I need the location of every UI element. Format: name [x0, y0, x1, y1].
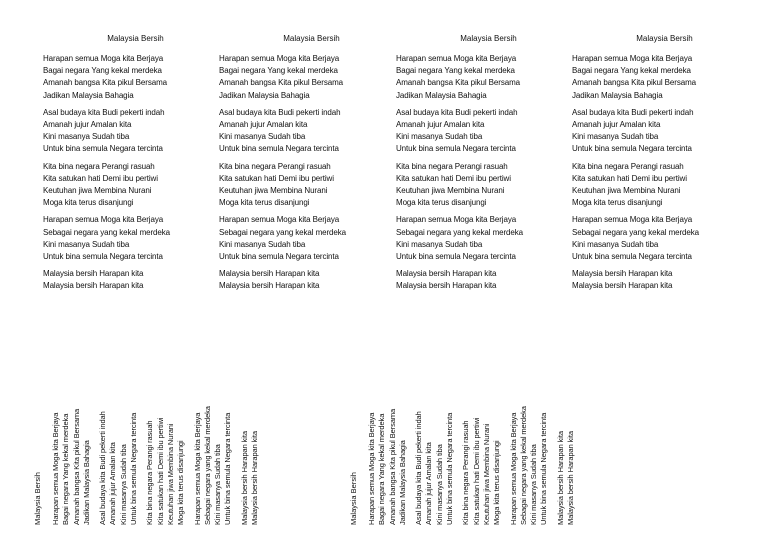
lyric-line: Keutuhan jiwa Membina Nurani	[165, 423, 175, 525]
lyric-line: Kini masanya Sudah tiba	[572, 239, 659, 249]
lyric-line: Keutuhan jiwa Membina Nurani	[572, 186, 681, 196]
lyric-line: Harapan semua Moga kita Berjaya	[43, 54, 164, 63]
lyric-line: Kita satukan hati Demi ibu pertiwi	[396, 173, 511, 183]
stanza	[396, 53, 581, 102]
lyric-line: Kini masanya Sudah tiba	[219, 132, 306, 142]
lyric-line: Amanah jujur Amalan kita	[396, 120, 485, 130]
stanza	[145, 360, 186, 525]
stanza	[219, 214, 404, 263]
stanza	[219, 107, 404, 156]
stanza	[219, 268, 404, 292]
lyric-line: Amanah jujur Amalan kita	[43, 120, 132, 130]
lyric-line: Kini masanya Sudah tiba	[118, 444, 128, 525]
lyric-line: Harapan semua Moga kita Berjaya	[508, 412, 518, 525]
lyric-line: Moga kita terus disanjungi	[219, 198, 310, 208]
stanza	[572, 268, 757, 292]
stanza	[572, 214, 757, 263]
lyrics-title: Malaysia Bersih	[283, 34, 340, 43]
lyric-line: Amanah jujur Amalan kita	[108, 442, 118, 525]
lyric-line: Sebagai negara yang kekal merdeka	[396, 227, 524, 237]
lyric-line: Malaysia bersih Harapan kita	[239, 431, 249, 525]
lyric-line: Malaysia bersih Harapan kita	[250, 431, 260, 525]
lyric-line: Amanah bangsa Kita pikul Bersama	[387, 408, 397, 525]
lyric-line: Untuk bina semula Negara tercinta	[223, 412, 233, 525]
stanza	[43, 214, 228, 263]
stanza	[43, 161, 228, 210]
lyric-line: Harapan semua Moga kita Berjaya	[51, 412, 60, 525]
lyric-line: Kini masanya Sudah tiba	[219, 239, 306, 249]
lyric-line: Harapan semua Moga kita Berjaya	[219, 54, 340, 63]
stanza	[193, 360, 234, 525]
lyric-line: Sebagai negara yang kekal merdeka	[202, 406, 212, 525]
stanza	[396, 214, 581, 263]
lyric-line: Kita satukan hati Demi ibu pertiwi	[471, 417, 481, 525]
lyric-line: Untuk bina semula Negara tercinta	[396, 252, 516, 262]
lyric-line: Jadikan Malaysia Bahagia	[43, 90, 134, 100]
lyric-line: Malaysia bersih Harapan kita	[219, 269, 320, 279]
lyric-line: Asal budaya kita Budi pekerti indah	[396, 107, 518, 117]
stanza	[396, 268, 581, 292]
lyric-line: Harapan semua Moga kita Berjaya	[572, 54, 693, 63]
stanza	[51, 360, 92, 525]
lyric-line: Kini masanya Sudah tiba	[396, 239, 483, 249]
lyric-line: Keutuhan jiwa Membina Nurani	[481, 423, 491, 525]
lyric-line: Kita bina negara Perangi rasuah	[43, 161, 155, 171]
lyrics-title: Malaysia Bersih	[349, 472, 358, 525]
lyric-line: Kini masanya Sudah tiba	[572, 132, 659, 142]
lyric-line: Amanah bangsa Kita pikul Bersama	[71, 408, 81, 525]
lyrics-column	[219, 34, 404, 298]
lyric-line: Amanah jujur Amalan kita	[219, 120, 308, 130]
lyric-line: Asal budaya kita Budi pekerti indah	[98, 411, 108, 525]
lyrics-column	[396, 34, 581, 298]
lyric-line: Harapan semua Moga kita Berjaya	[219, 215, 340, 225]
stanza	[396, 107, 581, 156]
lyric-line: Untuk bina semula Negara tercinta	[219, 144, 339, 154]
lyric-line: Kita bina negara Perangi rasuah	[461, 420, 471, 525]
lyric-line: Amanah bangsa Kita pikul Bersama	[396, 78, 520, 88]
lyrics-column-rotated	[349, 360, 629, 525]
lyric-line: Malaysia bersih Harapan kita	[572, 269, 673, 279]
lyric-line: Kini masanya Sudah tiba	[529, 444, 539, 525]
stanza	[43, 53, 228, 102]
lyric-line: Harapan semua Moga kita Berjaya	[396, 54, 517, 63]
lyric-line: Moga kita terus disanjungi	[176, 440, 186, 525]
lyric-line: Harapan semua Moga kita Berjaya	[192, 412, 202, 525]
lyric-line: Malaysia bersih Harapan kita	[219, 281, 320, 291]
lyric-line: Amanah bangsa Kita pikul Bersama	[219, 78, 343, 88]
lyric-line: Malaysia bersih Harapan kita	[396, 269, 497, 279]
lyric-line: Malaysia bersih Harapan kita	[396, 281, 497, 291]
lyric-line: Untuk bina semula Negara tercinta	[129, 412, 139, 525]
lyrics-title: Malaysia Bersih	[33, 472, 42, 525]
lyric-line: Bagai negara Yang kekal merdeka	[43, 66, 162, 76]
stanza	[556, 360, 577, 525]
lyric-line: Amanah bangsa Kita pikul Bersama	[572, 78, 696, 88]
lyric-line: Untuk bina semula Negara tercinta	[43, 252, 163, 262]
lyric-line: Jadikan Malaysia Bahagia	[219, 90, 310, 100]
lyric-line: Sebagai negara yang kekal merdeka	[518, 406, 528, 525]
stanza	[219, 53, 404, 102]
lyric-line: Kini masanya Sudah tiba	[213, 444, 223, 525]
lyric-line: Untuk bina semula Negara tercinta	[43, 144, 163, 154]
lyric-line: Bagai negara Yang kekal merdeka	[377, 413, 387, 525]
lyric-line: Kini masanya Sudah tiba	[43, 239, 130, 249]
lyric-line: Bagai negara Yang kekal merdeka	[396, 66, 515, 76]
lyric-line: Sebagai negara yang kekal merdeka	[219, 227, 347, 237]
lyrics-column	[43, 34, 228, 298]
stanza	[240, 360, 261, 525]
lyric-line: Kita bina negara Perangi rasuah	[145, 420, 155, 525]
stanza	[43, 268, 228, 292]
lyric-line: Kini masanya Sudah tiba	[434, 444, 444, 525]
stanza	[414, 360, 455, 525]
lyrics-title: Malaysia Bersih	[460, 34, 517, 43]
lyric-line: Kini masanya Sudah tiba	[43, 132, 130, 142]
lyric-line: Asal budaya kita Budi pekerti indah	[414, 411, 424, 525]
lyric-line: Untuk bina semula Negara tercinta	[219, 252, 339, 262]
stanza	[509, 360, 550, 525]
stanza	[219, 161, 404, 210]
lyrics-column-rotated	[33, 360, 313, 525]
stanza	[98, 360, 139, 525]
lyric-line: Malaysia bersih Harapan kita	[572, 281, 673, 291]
lyric-line: Kita satukan hati Demi ibu pertiwi	[155, 417, 165, 525]
stanza	[43, 107, 228, 156]
lyric-line: Amanah bangsa Kita pikul Bersama	[43, 78, 167, 88]
lyric-line: Kita bina negara Perangi rasuah	[396, 161, 508, 171]
lyric-line: Kita satukan hati Demi ibu pertiwi	[43, 173, 158, 183]
lyric-line: Harapan semua Moga kita Berjaya	[396, 215, 517, 225]
lyric-line: Moga kita terus disanjungi	[492, 440, 502, 525]
lyrics-title: Malaysia Bersih	[636, 34, 693, 43]
lyric-line: Jadikan Malaysia Bahagia	[572, 90, 663, 100]
lyric-line: Untuk bina semula Negara tercinta	[572, 252, 692, 262]
lyric-line: Sebagai negara yang kekal merdeka	[43, 227, 171, 237]
lyric-line: Asal budaya kita Budi pekerti indah	[43, 107, 165, 117]
lyrics-column	[572, 34, 757, 298]
lyric-line: Malaysia bersih Harapan kita	[566, 431, 576, 525]
lyric-line: Jadikan Malaysia Bahagia	[396, 90, 487, 100]
lyric-line: Sebagai negara yang kekal merdeka	[572, 227, 700, 237]
lyric-line: Untuk bina semula Negara tercinta	[396, 144, 516, 154]
stanza	[396, 161, 581, 210]
lyric-line: Kita bina negara Perangi rasuah	[219, 161, 331, 171]
lyric-line: Malaysia bersih Harapan kita	[43, 269, 144, 279]
lyric-line: Kita satukan hati Demi ibu pertiwi	[572, 173, 687, 183]
lyric-line: Jadikan Malaysia Bahagia	[397, 440, 407, 525]
lyric-line: Asal budaya kita Budi pekerti indah	[572, 107, 694, 117]
lyric-line: Bagai negara Yang kekal merdeka	[219, 66, 338, 76]
lyric-line: Harapan semua Moga kita Berjaya	[367, 412, 376, 525]
lyric-line: Moga kita terus disanjungi	[396, 198, 487, 208]
lyric-line: Keutuhan jiwa Membina Nurani	[219, 186, 328, 196]
stanza	[572, 161, 757, 210]
lyric-line: Kini masanya Sudah tiba	[396, 132, 483, 142]
stanza	[572, 107, 757, 156]
lyric-line: Bagai negara Yang kekal merdeka	[572, 66, 691, 76]
lyric-line: Harapan semua Moga kita Berjaya	[572, 215, 693, 225]
lyric-line: Bagai negara Yang kekal merdeka	[61, 413, 71, 525]
lyric-line: Moga kita terus disanjungi	[43, 198, 134, 208]
lyric-line: Amanah jujur Amalan kita	[424, 442, 434, 525]
stanza	[572, 53, 757, 102]
lyric-line: Malaysia bersih Harapan kita	[43, 281, 144, 291]
lyric-line: Kita bina negara Perangi rasuah	[572, 161, 684, 171]
lyric-line: Amanah jujur Amalan kita	[572, 120, 661, 130]
lyric-line: Untuk bina semula Negara tercinta	[572, 144, 692, 154]
lyric-line: Untuk bina semula Negara tercinta	[445, 412, 455, 525]
lyric-line: Kita satukan hati Demi ibu pertiwi	[219, 173, 334, 183]
lyrics-title: Malaysia Bersih	[107, 34, 164, 43]
lyric-line: Jadikan Malaysia Bahagia	[81, 440, 91, 525]
lyric-line: Keutuhan jiwa Membina Nurani	[396, 186, 505, 196]
lyric-line: Untuk bina semula Negara tercinta	[539, 412, 549, 525]
lyric-line: Asal budaya kita Budi pekerti indah	[219, 107, 341, 117]
stanza	[367, 360, 408, 525]
stanza	[461, 360, 502, 525]
lyric-line: Moga kita terus disanjungi	[572, 198, 663, 208]
lyric-line: Harapan semua Moga kita Berjaya	[43, 215, 164, 225]
lyric-line: Malaysia bersih Harapan kita	[555, 431, 565, 525]
lyric-line: Keutuhan jiwa Membina Nurani	[43, 186, 152, 196]
